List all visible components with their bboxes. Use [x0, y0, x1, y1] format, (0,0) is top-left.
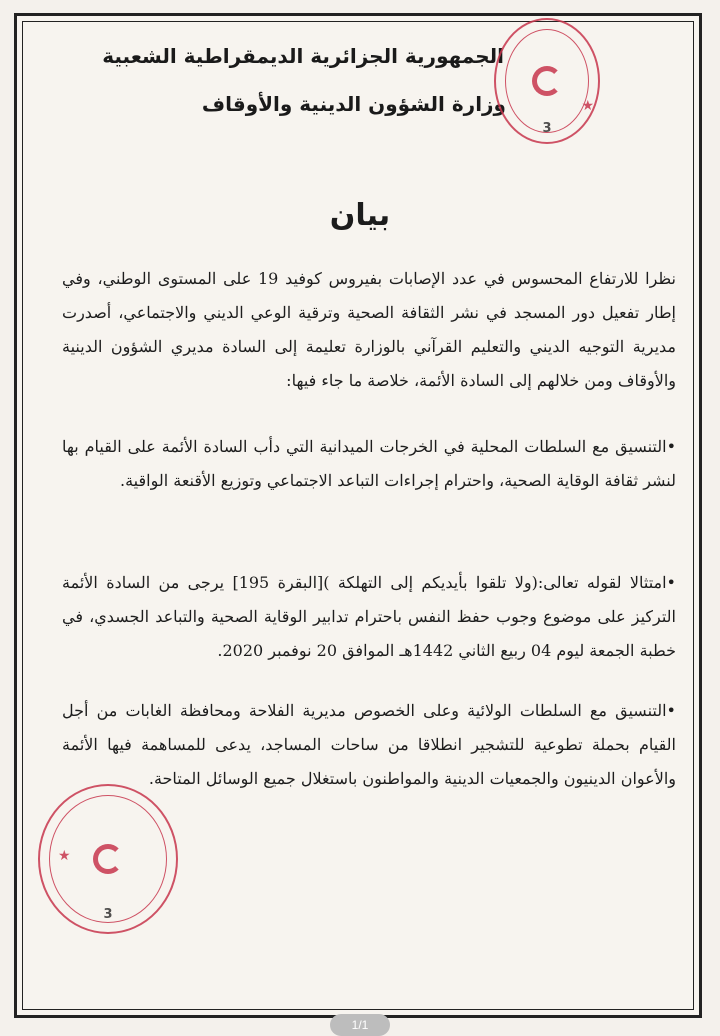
star-icon: ★ — [58, 848, 71, 864]
stamp-number: 3 — [542, 121, 552, 136]
ministry-name: وزارة الشؤون الدينية والأوقاف — [201, 92, 506, 116]
page-counter: 1/1 — [330, 1014, 390, 1036]
crescent-star-emblem-icon — [93, 844, 123, 874]
intro-paragraph: نظرا للارتفاع المحسوس في عدد الإصابات بفيروس كوفيد 19 على المستوى الوطني، وفي إطار تفعيل دور المسجد في نشر الثقافة الصحية وترقية الوعي الديني والاجتماعي، أصدرت مديرية التوجيه الديني والتعليم القرآني بالوزارة تعليمة إلى السادة مديري الشؤون الدينية والأوقاف ومن خلالهم إلى السادة الأئمة، خلاصة ما جاء فيها: — [62, 269, 677, 390]
bullet-item-1: •التنسيق مع السلطات المحلية في الخرجات الميدانية التي دأب السادة الأئمة على القيام بها لنشر ثقافة الوقاية الصحية، واحترام إجراءات التباعد الاجتماعي وتوزيع الأقنعة الواقية. — [62, 437, 676, 490]
bullet-item-3: •التنسيق مع السلطات الولائية وعلى الخصوص مديرية الفلاحة ومحافظة الغابات من أجل القيام بحملة تطوعية للتشجير انطلاقا من ساحات المساجد، يدعى للمساهمة فيها الأئمة والأعوان الدينيون والجمعيات الدينية والمواطنون باستغلال جميع الوسائل المتاحة. — [62, 701, 676, 788]
official-stamp-bottom — [38, 784, 178, 934]
document-title: بيان — [329, 198, 391, 233]
star-icon: ★ — [581, 98, 594, 114]
crescent-star-emblem-icon — [532, 66, 562, 96]
stamp-number: 3 — [103, 907, 113, 922]
bullet-item-2: •امتثالا لقوله تعالى:(ولا تلقوا بأيديكم إلى التهلكة )[البقرة 195] يرجى من السادة الأئمة التركيز على موضوع وجوب حفظ النفس باحترام تدابير الوقاية الصحية والتباعد الجسدي، في خطبة الجمعة ليوم 04 ربيع الثاني 1442هـ الموافق 20 نوفمبر 2020. — [62, 573, 676, 660]
official-stamp-top — [494, 18, 600, 144]
republic-name: الجمهورية الجزائرية الديمقراطية الشعبية — [102, 44, 504, 68]
